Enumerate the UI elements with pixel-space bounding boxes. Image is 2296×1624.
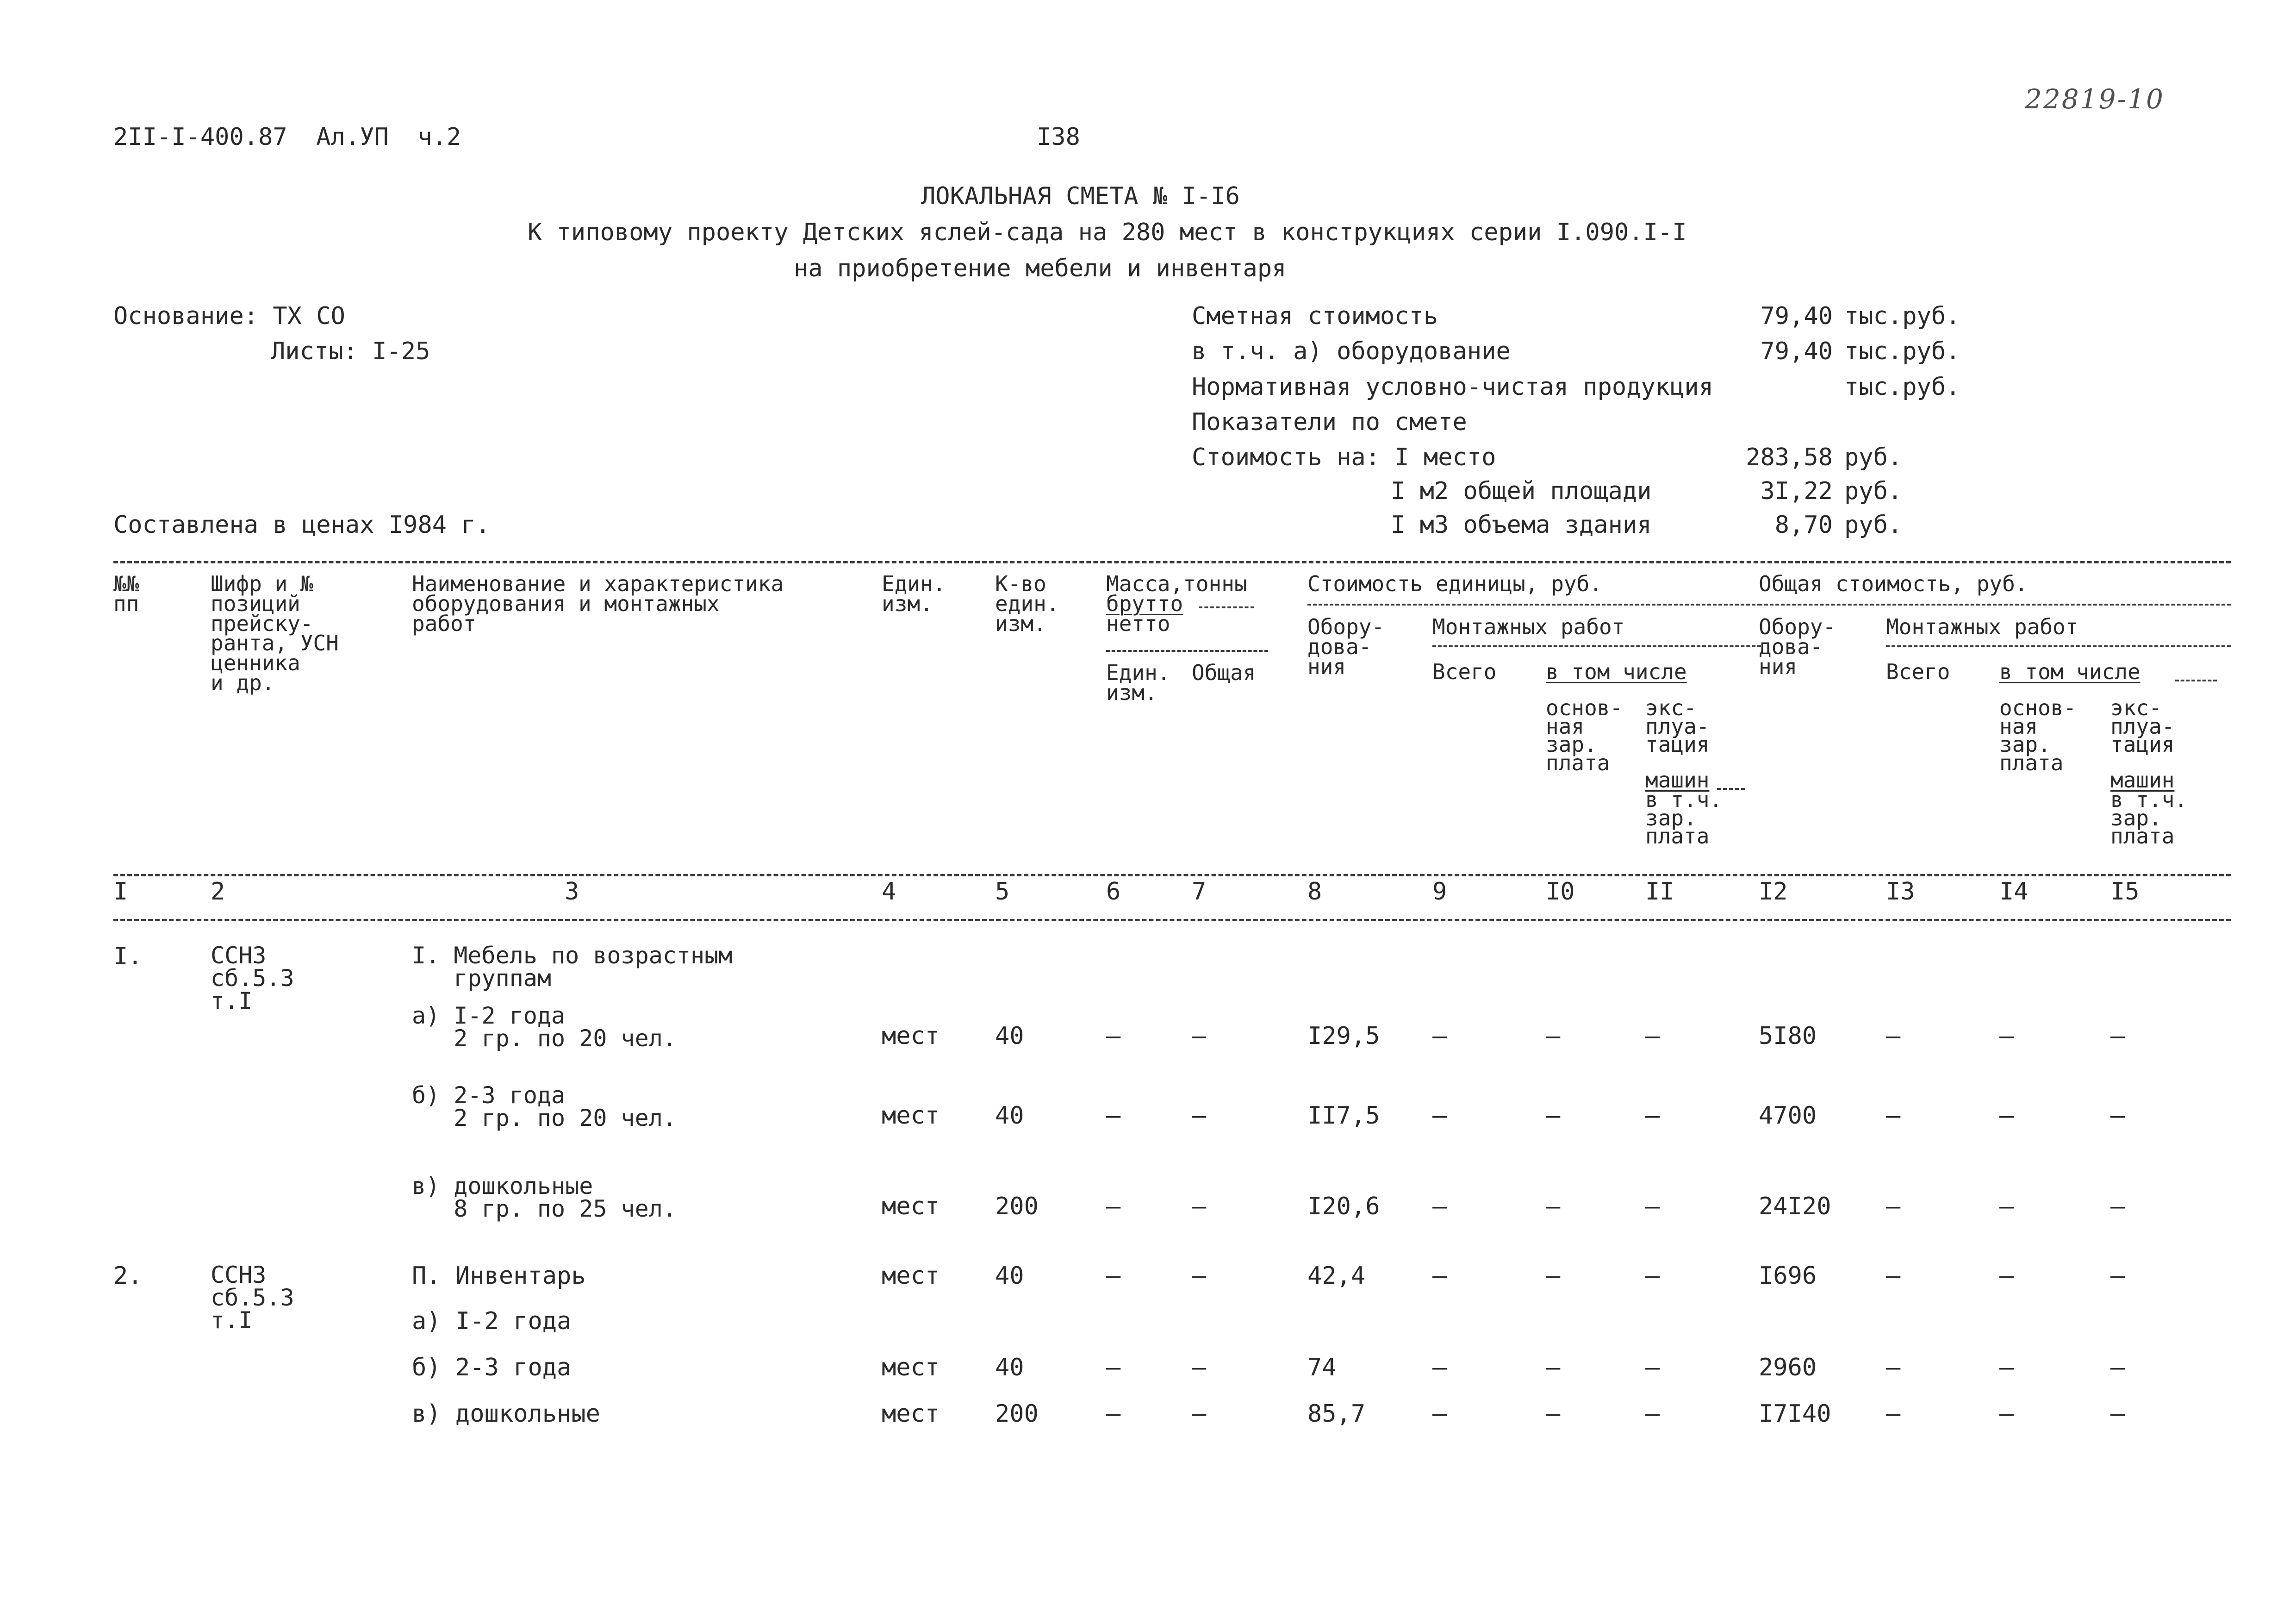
cell-unit-wage: – bbox=[1546, 1022, 1561, 1050]
column-number: 2 bbox=[211, 878, 225, 906]
row-qty: 40 bbox=[995, 1354, 1024, 1381]
column-number: I5 bbox=[2110, 878, 2140, 906]
row-qty: 40 bbox=[995, 1262, 1024, 1290]
row-qty: 40 bbox=[995, 1022, 1024, 1050]
cell-total-machines: – bbox=[2110, 1400, 2125, 1428]
header-mass: Масса,тонны bbox=[1106, 571, 1247, 596]
header-col-7: Общая bbox=[1192, 660, 1256, 685]
cell-unit-wage: – bbox=[1546, 1193, 1561, 1220]
group-code: ССНЗ сб.5.3 т.I bbox=[211, 942, 294, 1014]
summary-value: 79,40 bbox=[1760, 337, 1833, 365]
row-name: а) I-2 года bbox=[412, 1307, 572, 1335]
row-name: б) 2-3 года bbox=[412, 1354, 572, 1381]
cell-unit-wage: – bbox=[1546, 1262, 1561, 1290]
cell-total-install: – bbox=[1886, 1400, 1901, 1428]
header-col-3: Наименование и характеристика оборудования и монтажных работ bbox=[412, 571, 784, 636]
cell-total-equipment: 2960 bbox=[1759, 1354, 1817, 1381]
rule bbox=[113, 561, 2231, 563]
row-qty: 200 bbox=[995, 1400, 1039, 1428]
cell-mass-total: – bbox=[1192, 1354, 1207, 1381]
rule bbox=[113, 874, 2231, 876]
header-incl: в том числе bbox=[1546, 659, 1687, 684]
header-col-8: Обору- дова- ния bbox=[1307, 614, 1385, 679]
summary-unit: тыс.руб. bbox=[1844, 337, 1960, 365]
cell-total-machines: – bbox=[2110, 1022, 2125, 1050]
column-number: 5 bbox=[995, 878, 1010, 906]
row-unit: мест bbox=[882, 1354, 940, 1381]
column-number: 8 bbox=[1307, 878, 1322, 906]
cell-unit-equipment: 42,4 bbox=[1307, 1262, 1366, 1290]
cell-mass-total: – bbox=[1192, 1400, 1207, 1428]
header-col-4: Един. изм. bbox=[882, 571, 946, 616]
summary-label: Стоимость на: I место bbox=[1192, 443, 1496, 471]
header-install-2: Монтажных работ bbox=[1886, 614, 2078, 639]
cell-unit-wage: – bbox=[1546, 1102, 1561, 1130]
cell-total-equipment: 4700 bbox=[1759, 1102, 1817, 1130]
summary-value: 79,40 bbox=[1760, 302, 1833, 330]
header-col-5: К-во един. изм. bbox=[995, 571, 1059, 636]
row-unit: мест bbox=[882, 1193, 940, 1220]
group-title: I. Мебель по возрастным группам bbox=[412, 942, 733, 992]
cell-total-wage: – bbox=[1999, 1022, 2014, 1050]
cell-total-machines: – bbox=[2110, 1193, 2125, 1220]
cell-total-install: – bbox=[1886, 1102, 1901, 1130]
column-number: I2 bbox=[1759, 878, 1788, 906]
summary-label: Показатели по смете bbox=[1192, 408, 1467, 436]
cell-total-equipment: I696 bbox=[1759, 1262, 1817, 1290]
summary-label: Сметная стоимость bbox=[1192, 302, 1438, 330]
cell-total-install: – bbox=[1886, 1022, 1901, 1050]
summary-value: 8,70 bbox=[1774, 511, 1833, 539]
cell-unit-equipment: I29,5 bbox=[1307, 1022, 1380, 1050]
column-number: I3 bbox=[1886, 878, 1915, 906]
column-number: I bbox=[113, 878, 128, 906]
summary-unit: тыс.руб. bbox=[1844, 373, 1960, 401]
rule bbox=[1759, 604, 2231, 606]
rule bbox=[2175, 680, 2217, 681]
header-col-10: основ- ная зар. плата bbox=[1546, 695, 1623, 775]
row-unit: мест bbox=[882, 1400, 940, 1428]
rule bbox=[1432, 645, 1761, 647]
cell-total-equipment: 5I80 bbox=[1759, 1022, 1817, 1050]
row-name: в) дошкольные bbox=[412, 1400, 600, 1428]
cell-unit-equipment: I20,6 bbox=[1307, 1193, 1380, 1220]
header-netto: нетто bbox=[1106, 611, 1170, 636]
header-brutto: брутто bbox=[1106, 591, 1183, 616]
cell-total-wage: – bbox=[1999, 1102, 2014, 1130]
header-incl-2: в том числе bbox=[1999, 659, 2140, 684]
summary-value: 3I,22 bbox=[1760, 477, 1833, 505]
header-total-cost: Общая стоимость, руб. bbox=[1759, 571, 2028, 596]
cell-unit-machines: – bbox=[1645, 1400, 1660, 1428]
header-col-13: Всего bbox=[1886, 659, 1950, 684]
document-title: ЛОКАЛЬНАЯ СМЕТА № I-I6 bbox=[921, 182, 1240, 210]
cell-unit-machines: – bbox=[1645, 1193, 1660, 1220]
group-number: I. bbox=[113, 943, 143, 970]
header-machines: машин bbox=[1645, 768, 1710, 793]
cell-unit-machines: – bbox=[1645, 1262, 1660, 1290]
row-qty: 200 bbox=[995, 1193, 1039, 1220]
cell-unit-install: – bbox=[1432, 1022, 1447, 1050]
header-col-9: Всего bbox=[1432, 659, 1497, 684]
cell-unit-wage: – bbox=[1546, 1354, 1561, 1381]
summary-label: в т.ч. а) оборудование bbox=[1192, 337, 1511, 365]
rule bbox=[113, 919, 2231, 921]
cell-mass-total: – bbox=[1192, 1102, 1207, 1130]
group-title: П. Инвентарь bbox=[412, 1262, 586, 1290]
header-col-1: №№ пп bbox=[113, 571, 139, 616]
group-code: ССНЗ сб.5.3 т.I bbox=[211, 1262, 294, 1334]
inventory-number: 22819-10 bbox=[2025, 83, 2165, 115]
summary-unit: руб. bbox=[1844, 477, 1903, 505]
header-col-6: Един. изм. bbox=[1106, 660, 1170, 705]
summary-unit: тыс.руб. bbox=[1844, 302, 1960, 330]
rule bbox=[1199, 606, 1254, 608]
cell-total-machines: – bbox=[2110, 1354, 2125, 1381]
cell-total-wage: – bbox=[1999, 1400, 2014, 1428]
row-unit: мест bbox=[882, 1102, 940, 1130]
summary-unit: руб. bbox=[1844, 443, 1903, 471]
cell-mass-total: – bbox=[1192, 1022, 1207, 1050]
cell-total-equipment: I7I40 bbox=[1759, 1400, 1831, 1428]
basis-line: Основание: ТХ СО bbox=[113, 302, 345, 330]
cell-mass-unit: – bbox=[1106, 1193, 1121, 1220]
cell-mass-unit: – bbox=[1106, 1262, 1121, 1290]
column-number: 3 bbox=[565, 878, 579, 906]
cell-total-wage: – bbox=[1999, 1193, 2014, 1220]
cell-total-wage: – bbox=[1999, 1262, 2014, 1290]
summary-value: 283,58 bbox=[1746, 443, 1833, 471]
price-base-line: Составлена в ценах I984 г. bbox=[113, 511, 490, 539]
cell-total-machines: – bbox=[2110, 1102, 2125, 1130]
summary-label: I м3 объема здания bbox=[1391, 511, 1652, 539]
column-number: 7 bbox=[1192, 878, 1207, 906]
row-qty: 40 bbox=[995, 1102, 1024, 1130]
cell-unit-wage: – bbox=[1546, 1400, 1561, 1428]
cell-unit-machines: – bbox=[1645, 1022, 1660, 1050]
header-col-15b: в т.ч. зар. плата bbox=[2110, 787, 2188, 849]
rule bbox=[1886, 645, 2231, 647]
header-col-11: экс- плуа- тация bbox=[1645, 695, 1710, 757]
header-col-2: Шифр и № позиций прейску- ранта, УСН ценника и др. bbox=[211, 571, 339, 695]
cell-total-install: – bbox=[1886, 1262, 1901, 1290]
cell-mass-total: – bbox=[1192, 1193, 1207, 1220]
header-unit-cost: Стоимость единицы, руб. bbox=[1307, 571, 1602, 596]
summary-label: I м2 общей площади bbox=[1391, 477, 1652, 505]
row-unit: мест bbox=[882, 1262, 940, 1290]
rule bbox=[1106, 650, 1268, 652]
cell-unit-install: – bbox=[1432, 1262, 1447, 1290]
cell-total-install: – bbox=[1886, 1193, 1901, 1220]
header-install: Монтажных работ bbox=[1432, 614, 1625, 639]
column-number: 9 bbox=[1432, 878, 1447, 906]
cell-unit-install: – bbox=[1432, 1400, 1447, 1428]
row-name: а) I-2 года 2 гр. по 20 чел. bbox=[412, 1002, 677, 1052]
row-name: в) дошкольные 8 гр. по 25 чел. bbox=[412, 1173, 677, 1222]
cell-unit-machines: – bbox=[1645, 1354, 1660, 1381]
cell-total-equipment: 24I20 bbox=[1759, 1193, 1831, 1220]
cell-unit-equipment: 85,7 bbox=[1307, 1400, 1366, 1428]
cell-unit-machines: – bbox=[1645, 1102, 1660, 1130]
cell-unit-equipment: II7,5 bbox=[1307, 1102, 1380, 1130]
document-code: 2II-I-400.87 Ал.УП ч.2 bbox=[113, 123, 461, 151]
header-col-12: Обору- дова- ния bbox=[1759, 614, 1836, 679]
summary-unit: руб. bbox=[1844, 511, 1903, 539]
cell-total-machines: – bbox=[2110, 1262, 2125, 1290]
page-number: I38 bbox=[1037, 123, 1080, 151]
cell-mass-unit: – bbox=[1106, 1354, 1121, 1381]
cell-mass-unit: – bbox=[1106, 1400, 1121, 1428]
header-col-15: экс- плуа- тация bbox=[2110, 695, 2175, 757]
document-subtitle-2: на приобретение мебели и инвентаря bbox=[794, 255, 1287, 282]
header-machines-2: машин bbox=[2110, 768, 2175, 793]
rule bbox=[1307, 604, 1761, 606]
cell-mass-unit: – bbox=[1106, 1022, 1121, 1050]
cell-total-wage: – bbox=[1999, 1354, 2014, 1381]
column-number: I4 bbox=[1999, 878, 2028, 906]
header-col-14: основ- ная зар. плата bbox=[1999, 695, 2077, 775]
column-number: 6 bbox=[1106, 878, 1121, 906]
sheets-line: Листы: I-25 bbox=[271, 337, 430, 365]
document-subtitle: К типовому проекту Детских яслей-сада на 280 мест в конструкциях серии I.090.I-I bbox=[528, 219, 1687, 246]
cell-unit-equipment: 74 bbox=[1307, 1354, 1337, 1381]
column-number: 4 bbox=[882, 878, 896, 906]
column-number: II bbox=[1645, 878, 1674, 906]
column-number: I0 bbox=[1546, 878, 1575, 906]
row-unit: мест bbox=[882, 1022, 940, 1050]
group-number: 2. bbox=[113, 1262, 143, 1290]
cell-mass-unit: – bbox=[1106, 1102, 1121, 1130]
summary-label: Нормативная условно-чистая продукция bbox=[1192, 373, 1714, 401]
row-name: б) 2-3 года 2 гр. по 20 чел. bbox=[412, 1082, 677, 1131]
cell-unit-install: – bbox=[1432, 1193, 1447, 1220]
cell-unit-install: – bbox=[1432, 1354, 1447, 1381]
cell-total-install: – bbox=[1886, 1354, 1901, 1381]
header-col-11b: в т.ч. зар. плата bbox=[1645, 787, 1723, 849]
cell-mass-total: – bbox=[1192, 1262, 1207, 1290]
cell-unit-install: – bbox=[1432, 1102, 1447, 1130]
